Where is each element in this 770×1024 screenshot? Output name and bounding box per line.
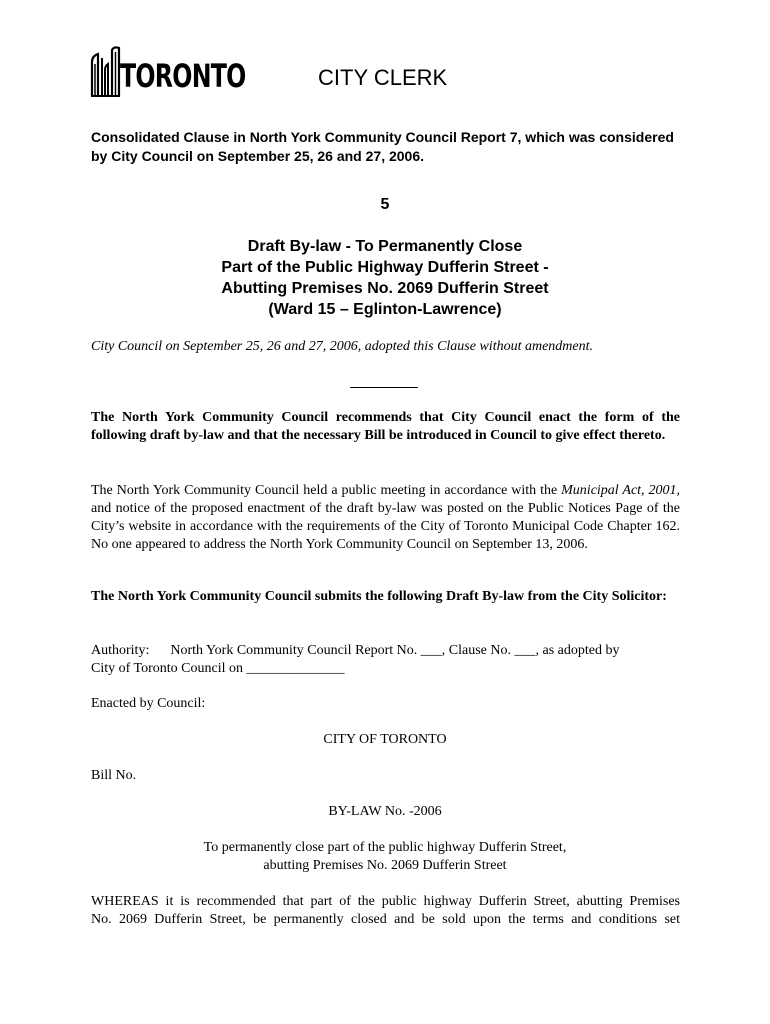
logo-wordmark: TORONTO xyxy=(120,57,246,95)
item-number: 5 xyxy=(380,196,390,213)
whereas-paragraph xyxy=(91,893,680,929)
consolidated-line-1: Consolidated Clause in North York Community Council Report 7, which was considered xyxy=(91,129,674,145)
enacted-by-council: Enacted by Council: xyxy=(91,696,206,711)
public-meeting-text: The North York Community Council held a public meeting in accordance with the xyxy=(91,483,562,498)
whereas-line-2: No. 2069 Dufferin Street, be permanently closed and be sold upon the terms and conditions set xyxy=(91,912,680,927)
purpose-line-2: abutting Premises No. 2069 Dufferin Street xyxy=(263,858,507,873)
authority-line-1: Authority: North York Community Council Report No. ___, Clause No. ___, as adopted by xyxy=(91,643,620,658)
consolidated-line-2: by City Council on September 25, 26 and 27, 2006. xyxy=(91,148,425,164)
authority-paragraph xyxy=(91,642,680,678)
submits-paragraph: The North York Community Council submits the following Draft By-law from the City Solicitor: xyxy=(91,589,667,604)
title-line: Part of the Public Highway Dufferin Street - xyxy=(221,259,549,276)
bill-number: Bill No. xyxy=(91,768,137,783)
department-heading: CITY CLERK xyxy=(318,65,448,90)
toronto-logo xyxy=(90,44,250,98)
authority-line-2: City of Toronto Council on ______________ xyxy=(91,661,345,676)
whereas-line-1: WHEREAS it is recommended that part of the public highway Dufferin Street, abutting Premises xyxy=(91,894,680,909)
adoption-statement: City Council on September 25, 26 and 27, 2006, adopted this Clause without amendment. xyxy=(91,339,594,354)
city-heading: CITY OF TORONTO xyxy=(323,732,447,747)
title-line: (Ward 15 – Eglinton-Lawrence) xyxy=(268,301,502,318)
public-meeting-text: , and notice of the proposed enactment of the draft by-law was posted on the Public Notices Page of the City’s website in accordance with the requirements of the City of Toronto Municipal Code Chapter 162. No one appeared to address the North York Community Council on September 13, 2006. xyxy=(91,483,680,552)
title-line: Abutting Premises No. 2069 Dufferin Street xyxy=(221,280,549,297)
city-hall-icon xyxy=(90,44,122,98)
bylaw-purpose xyxy=(0,839,770,875)
municipal-act-reference: Municipal Act, 2001 xyxy=(561,483,677,498)
recommendation-paragraph: The North York Community Council recommends that City Council enact the form of the following draft by-law and that the necessary Bill be introduced in Council to give effect thereto. xyxy=(91,410,680,443)
clause-title xyxy=(0,236,770,320)
public-meeting-paragraph xyxy=(91,482,680,554)
consolidated-clause-note xyxy=(91,128,691,166)
section-divider xyxy=(350,387,418,388)
purpose-line-1: To permanently close part of the public highway Dufferin Street, xyxy=(203,840,567,855)
bylaw-number: BY-LAW No. -2006 xyxy=(328,804,442,819)
title-line: Draft By-law - To Permanently Close xyxy=(247,238,523,255)
